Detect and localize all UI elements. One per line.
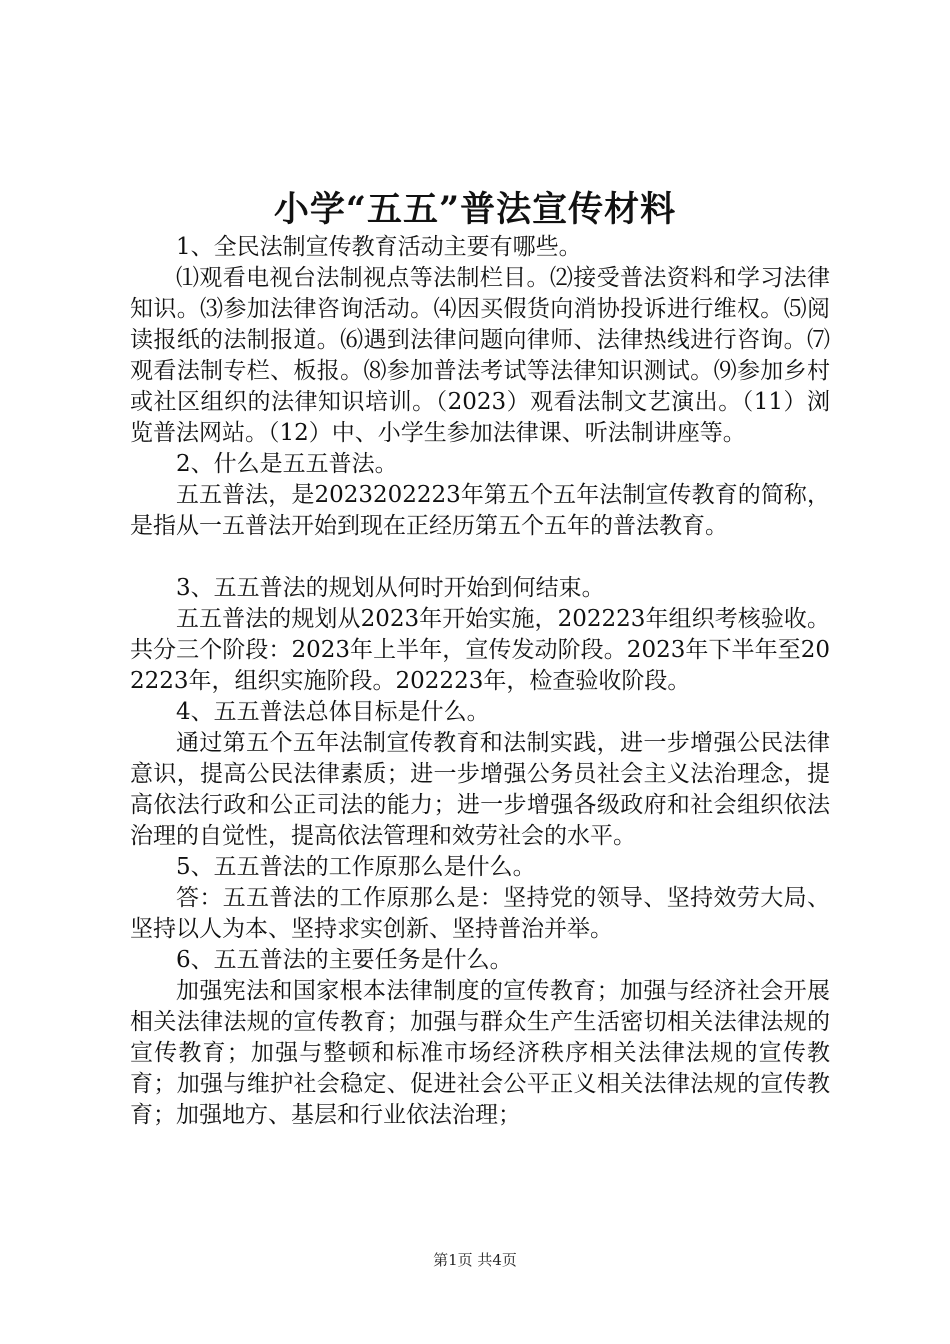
section-3-answer: 五五普法的规划从2023年开始实施，202223年组织考核验收。共分三个阶段：2023年上半年，宣传发动阶段。2023年下半年至202223年，组织实施阶段。202223年，检查验收阶段。 <box>130 606 830 694</box>
document-title: 小学“五五”普法宣传材料 <box>273 189 677 230</box>
section-6-answer: 加强宪法和国家根本法律制度的宣传教育；加强与经济社会开展相关法律法规的宣传教育；加强与群众生产生活密切相关法律法规的宣传教育；加强与整顿和标准市场经济秩序相关法律法规的宣传教育；加强与维护社会稳定、促进社会公平正义相关法律法规的宣传教育；加强地方、基层和行业依法治理； <box>130 978 830 1128</box>
section-1-question: 1、全民法制宣传教育活动主要有哪些。 <box>176 234 582 260</box>
section-2-question: 2、什么是五五普法。 <box>176 451 398 477</box>
section-2-answer: 五五普法，是2023202223年第五个五年法制宣传教育的简称，是指从一五普法开始到现在正经历第五个五年的普法教育。 <box>130 482 830 539</box>
section-3-question: 3、五五普法的规划从何时开始到何结束。 <box>176 575 605 601</box>
page-footer: 第1页 共4页 <box>433 1251 517 1269</box>
paragraph-gap <box>130 542 830 573</box>
section-4-answer: 通过第五个五年法制宣传教育和法制实践，进一步增强公民法律意识，提高公民法律素质；进一步增强公务员社会主义法治理念，提高依法行政和公正司法的能力；进一步增强各级政府和社会组织依法治理的自觉性，提高依法管理和效劳社会的水平。 <box>130 730 830 849</box>
section-4-question: 4、五五普法总体目标是什么。 <box>176 699 490 725</box>
section-6-question: 6、五五普法的主要任务是什么。 <box>176 947 513 973</box>
section-5-question: 5、五五普法的工作原那么是什么。 <box>176 854 536 880</box>
section-1-answer: ⑴观看电视台法制视点等法制栏目。⑵接受普法资料和学习法律知识。⑶参加法律咨询活动。⑷因买假货向消协投诉进行维权。⑸阅读报纸的法制报道。⑹遇到法律问题向律师、法律热线进行咨询。⑺观看法制专栏、板报。⑻参加普法考试等法律知识测试。⑼参加乡村或社区组织的法律知识培训。（2023）观看法制文艺演出。（11）浏览普法网站。（12）中、小学生参加法律课、听法制讲座等。 <box>130 265 830 446</box>
document-body <box>130 232 830 1131</box>
section-5-answer: 答：五五普法的工作原那么是：坚持党的领导、坚持效劳大局、坚持以人为本、坚持求实创新、坚持普治并举。 <box>130 885 830 942</box>
